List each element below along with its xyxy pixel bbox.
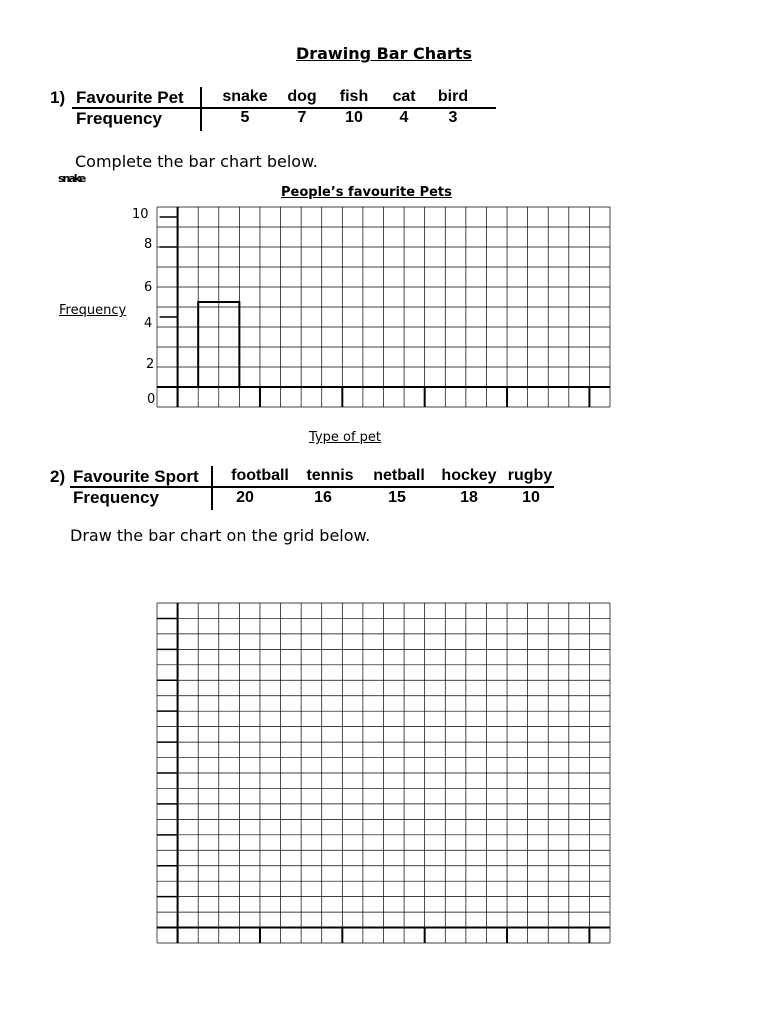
q2-row-label: Frequency xyxy=(73,488,159,507)
page-title: Drawing Bar Charts xyxy=(295,44,473,63)
question-1-number: 1) xyxy=(50,88,66,107)
q1-row-label: Frequency xyxy=(76,109,162,128)
q2-frequency-tennis: 16 xyxy=(314,489,332,506)
q2-category-hockey: hockey xyxy=(441,467,497,484)
q2-frequency-hockey: 18 xyxy=(460,489,478,506)
q2-category-tennis: tennis xyxy=(306,467,354,484)
q1-category-snake: snake xyxy=(222,88,268,105)
q1-frequency-dog: 7 xyxy=(297,109,307,126)
q2-frequency-netball: 15 xyxy=(388,489,406,506)
q1-frequency-cat: 4 xyxy=(399,109,409,126)
chart1-grid xyxy=(157,207,610,407)
chart1-y-tick-8: 8 xyxy=(144,237,153,252)
chart1-y-tick-0: 0 xyxy=(147,392,156,407)
q1-category-cat: cat xyxy=(392,88,416,105)
q1-category-dog: dog xyxy=(287,88,317,105)
chart1-y-axis-label: Frequency xyxy=(59,303,127,318)
chart1-y-tick-10: 10 xyxy=(132,207,149,222)
overlapping-category-labels: snake xyxy=(58,172,85,185)
q1-frequency-fish: 10 xyxy=(345,109,363,126)
chart1-x-axis-label: Type of pet xyxy=(309,430,382,445)
q2-category-rugby: rugby xyxy=(507,467,553,484)
chart1-y-tick-4: 4 xyxy=(144,316,153,331)
q1-category-bird: bird xyxy=(437,88,469,105)
q2-category-football: football xyxy=(231,467,289,484)
q1-header-label: Favourite Pet xyxy=(76,88,184,107)
q2-header-label: Favourite Sport xyxy=(73,467,199,486)
chart1-title: People’s favourite Pets xyxy=(281,185,452,200)
q2-category-netball: netball xyxy=(373,467,425,484)
q1-frequency-bird: 3 xyxy=(448,109,458,126)
q1-frequency-snake: 5 xyxy=(240,109,250,126)
q1-instruction: Complete the bar chart below. xyxy=(75,152,318,171)
chart1-y-tick-2: 2 xyxy=(146,357,155,372)
chart1-y-tick-6: 6 xyxy=(144,280,153,295)
q2-frequency-rugby: 10 xyxy=(522,489,540,506)
chart2-grid xyxy=(157,603,610,943)
q1-category-fish: fish xyxy=(339,88,369,105)
q2-instruction: Draw the bar chart on the grid below. xyxy=(70,526,371,545)
question-2-number: 2) xyxy=(50,467,66,486)
q2-frequency-football: 20 xyxy=(236,489,254,506)
